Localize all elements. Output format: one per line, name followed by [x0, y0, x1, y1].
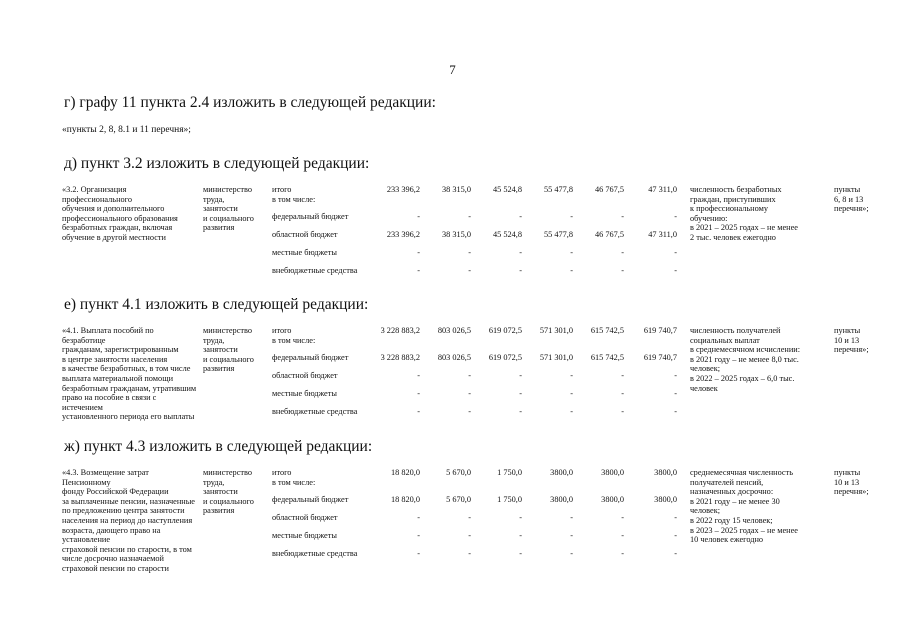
budget-value-cell: -	[519, 549, 522, 558]
budget-value-cell: -	[570, 513, 573, 522]
section-heading-e: е) пункт 4.1 изложить в следующей редакции:	[64, 296, 369, 313]
budget-value-cell: -	[674, 389, 677, 398]
budget-value-cell: -	[621, 531, 624, 540]
budget-value-cell: -	[519, 266, 522, 275]
budget-value-cell: -	[674, 371, 677, 380]
budget-value-cell: -	[570, 531, 573, 540]
budget-row-label: федеральный бюджет	[272, 495, 349, 504]
references: пункты 10 и 13 перечня»;	[834, 468, 869, 497]
budget-value-cell: -	[621, 266, 624, 275]
budget-value-cell: 803 026,5	[437, 326, 471, 335]
indicator-text: численность безработных граждан, приступивших к профессиональному обучению: в 2021 – 2025 годах – не менее 2 тыс. человек ежегодно	[690, 185, 798, 242]
budget-value-cell: -	[674, 549, 677, 558]
budget-value-cell: 619 072,5	[488, 326, 522, 335]
budget-value-cell: -	[674, 513, 677, 522]
budget-value-cell: -	[621, 389, 624, 398]
indicator-text: среднемесячная численность получателей пенсий, назначенных досрочно: в 2021 году – не менее 30 человек; в 2022 году 15 человек; в 2023 – 2025 годах – не менее 10 человек ежегодно	[690, 468, 798, 545]
budget-value-cell: -	[519, 371, 522, 380]
budget-value-cell: -	[674, 266, 677, 275]
budget-value-cell: 5 670,0	[446, 495, 471, 504]
budget-value-cell: -	[468, 549, 471, 558]
budget-value-cell: 1 750,0	[497, 468, 522, 477]
budget-value-cell: -	[519, 212, 522, 221]
budget-value-cell: 38 315,0	[441, 185, 471, 194]
measure-name: «4.3. Возмещение затрат Пенсионному фонду Российской Федерации за выплаченные пенсии, назначенные по предложению центра занятости населения на период до наступления возраста, дающего право на установление страховой пенсии по старости, в том числе досрочно назначаемой страховой пенсии по старости	[62, 468, 195, 573]
total-label: итого в том числе:	[272, 326, 316, 345]
budget-row-label: федеральный бюджет	[272, 353, 349, 362]
budget-value-cell: 3 228 883,2	[380, 326, 420, 335]
budget-value-cell: 571 301,0	[539, 353, 573, 362]
budget-value-cell: 619 740,7	[643, 353, 677, 362]
budget-value-cell: -	[417, 212, 420, 221]
budget-value-cell: -	[417, 371, 420, 380]
budget-value-cell: -	[570, 248, 573, 257]
responsible-org: министерство труда, занятости и социального развития	[203, 185, 254, 233]
budget-value-cell: -	[468, 531, 471, 540]
budget-value-cell: -	[621, 371, 624, 380]
budget-value-cell: -	[468, 389, 471, 398]
budget-value-cell: 3800,0	[601, 495, 624, 504]
responsible-org: министерство труда, занятости и социального развития	[203, 468, 254, 516]
page-number: 7	[449, 62, 456, 77]
section-heading-zh: ж) пункт 4.3 изложить в следующей редакции:	[64, 438, 373, 455]
budget-value-cell: 47 311,0	[648, 185, 677, 194]
budget-value-cell: 3800,0	[550, 468, 573, 477]
budget-row-label: местные бюджеты	[272, 389, 337, 398]
budget-value-cell: -	[621, 513, 624, 522]
budget-row-label: внебюджетные средства	[272, 407, 358, 416]
budget-value-cell: 45 524,8	[492, 230, 522, 239]
budget-value-cell: 619 072,5	[488, 353, 522, 362]
budget-value-cell: 45 524,8	[492, 185, 522, 194]
budget-value-cell: -	[621, 549, 624, 558]
budget-row-label: внебюджетные средства	[272, 549, 358, 558]
measure-name: «3.2. Организация профессионального обучения и дополнительного профессионального образования безработных граждан, включая обучение в другой местности	[62, 185, 178, 242]
budget-value-cell: -	[468, 248, 471, 257]
budget-value-cell: 615 742,5	[590, 326, 624, 335]
budget-value-cell: 46 767,5	[594, 185, 624, 194]
budget-value-cell: -	[674, 248, 677, 257]
budget-value-cell: 38 315,0	[441, 230, 471, 239]
budget-value-cell: 55 477,8	[543, 185, 573, 194]
budget-value-cell: 615 742,5	[590, 353, 624, 362]
budget-value-cell: -	[468, 212, 471, 221]
budget-value-cell: -	[570, 549, 573, 558]
budget-value-cell: 18 820,0	[390, 495, 420, 504]
indicator-text: численность получателей социальных выплат в среднемесячном исчислении: в 2021 году – не менее 8,0 тыс. человек; в 2022 – 2025 годах – 6,0 тыс. человек	[690, 326, 801, 393]
budget-value-cell: -	[570, 407, 573, 416]
budget-value-cell: -	[674, 407, 677, 416]
total-label: итого в том числе:	[272, 468, 316, 487]
section-note-g: «пункты 2, 8, 8.1 и 11 перечня»;	[62, 125, 191, 135]
budget-value-cell: -	[468, 407, 471, 416]
budget-value-cell: -	[417, 407, 420, 416]
budget-value-cell: -	[468, 266, 471, 275]
section-heading-g: г) графу 11 пункта 2.4 изложить в следующей редакции:	[64, 94, 436, 111]
budget-value-cell: -	[570, 389, 573, 398]
budget-value-cell: 3800,0	[601, 468, 624, 477]
budget-value-cell: -	[570, 212, 573, 221]
budget-value-cell: -	[519, 389, 522, 398]
budget-value-cell: -	[468, 513, 471, 522]
budget-value-cell: 3800,0	[654, 495, 677, 504]
budget-row-label: внебюджетные средства	[272, 266, 358, 275]
budget-value-cell: -	[417, 513, 420, 522]
budget-value-cell: -	[519, 531, 522, 540]
budget-value-cell: -	[674, 212, 677, 221]
budget-value-cell: 1 750,0	[497, 495, 522, 504]
budget-row-label: областной бюджет	[272, 371, 338, 380]
budget-value-cell: -	[417, 531, 420, 540]
measure-name: «4.1. Выплата пособий по безработице гражданам, зарегистрированным в центре занятости населения в качестве безработных, в том числе выплата материальной помощи безработным гражданам, утратившим право на пособие в связи с истечением установленного периода его выплаты	[62, 326, 197, 422]
budget-value-cell: -	[570, 266, 573, 275]
references: пункты 10 и 13 перечня»;	[834, 326, 869, 355]
budget-value-cell: 3800,0	[654, 468, 677, 477]
budget-value-cell: 233 396,2	[386, 230, 420, 239]
section-heading-d: д) пункт 3.2 изложить в следующей редакции:	[64, 155, 370, 172]
budget-value-cell: -	[621, 212, 624, 221]
budget-value-cell: 5 670,0	[446, 468, 471, 477]
budget-value-cell: 18 820,0	[390, 468, 420, 477]
total-label: итого в том числе:	[272, 185, 316, 204]
budget-value-cell: 46 767,5	[594, 230, 624, 239]
budget-row-label: местные бюджеты	[272, 531, 337, 540]
budget-value-cell: -	[621, 407, 624, 416]
budget-value-cell: -	[674, 531, 677, 540]
budget-value-cell: -	[570, 371, 573, 380]
budget-value-cell: -	[519, 513, 522, 522]
budget-row-label: федеральный бюджет	[272, 212, 349, 221]
budget-value-cell: -	[417, 549, 420, 558]
budget-value-cell: 571 301,0	[539, 326, 573, 335]
budget-value-cell: -	[519, 407, 522, 416]
references: пункты 6, 8 и 13 перечня»;	[834, 185, 869, 214]
budget-value-cell: 55 477,8	[543, 230, 573, 239]
budget-row-label: областной бюджет	[272, 230, 338, 239]
budget-value-cell: 803 026,5	[437, 353, 471, 362]
budget-value-cell: 3800,0	[550, 495, 573, 504]
budget-value-cell: -	[519, 248, 522, 257]
budget-row-label: областной бюджет	[272, 513, 338, 522]
budget-row-label: местные бюджеты	[272, 248, 337, 257]
budget-value-cell: 47 311,0	[648, 230, 677, 239]
responsible-org: министерство труда, занятости и социального развития	[203, 326, 254, 374]
budget-value-cell: -	[468, 371, 471, 380]
budget-value-cell: -	[417, 266, 420, 275]
budget-value-cell: 3 228 883,2	[380, 353, 420, 362]
budget-value-cell: -	[417, 248, 420, 257]
budget-value-cell: -	[621, 248, 624, 257]
budget-value-cell: 233 396,2	[386, 185, 420, 194]
budget-value-cell: -	[417, 389, 420, 398]
budget-value-cell: 619 740,7	[643, 326, 677, 335]
